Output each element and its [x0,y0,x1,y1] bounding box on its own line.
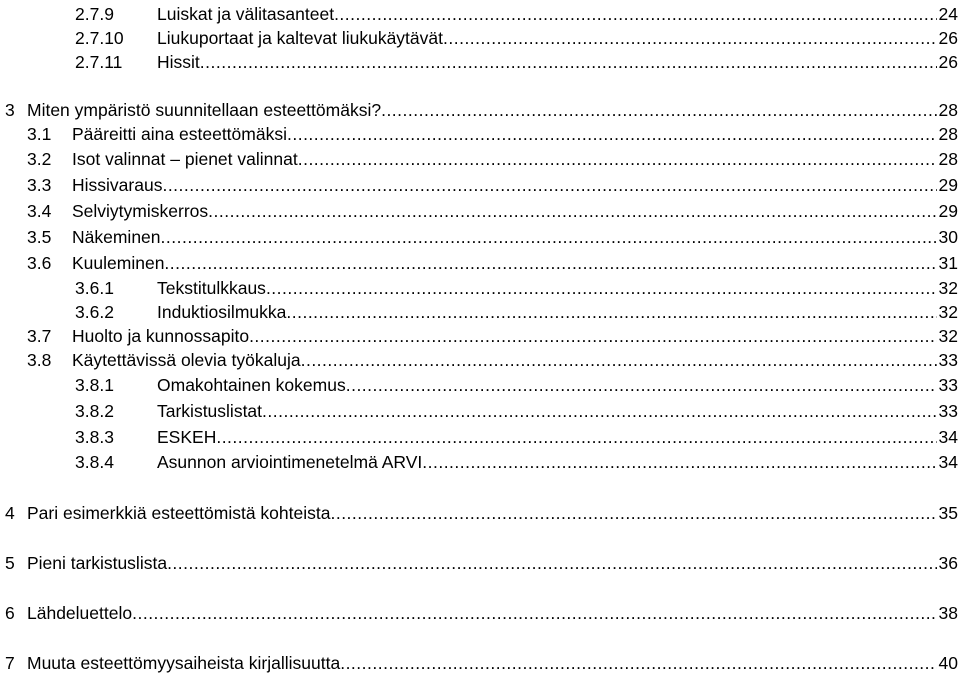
toc-entry-number: 3.6.1 [75,278,114,298]
toc-entry-page: 24 [938,4,958,24]
toc-entry-5[interactable] [0,551,960,575]
toc-entry-title: Näkeminen [72,227,161,247]
toc-entry-number: 3.8 [27,350,52,370]
toc-entry-2-7-9[interactable] [0,2,960,26]
toc-dot-leader [132,601,936,625]
toc-entry-number: 3.6 [27,253,52,273]
toc-entry-page: 28 [938,100,958,120]
toc-dot-leader [340,651,936,675]
toc-entry-number: 5 [5,553,15,573]
toc-dot-leader [334,2,936,26]
toc-entry-number: 3.3 [27,175,52,195]
toc-dot-leader [330,501,936,525]
toc-entry-title: Pari esimerkkiä esteettömistä kohteista [27,503,331,523]
toc-entry-number: 2.7.10 [75,28,124,48]
toc-entry-page: 32 [938,302,958,322]
toc-entry-title: Liukuportaat ja kaltevat liukukäytävät [157,28,443,48]
toc-entry-3-6-1[interactable] [0,276,960,300]
toc-entry-3-8-2[interactable] [0,399,960,423]
toc-entry-number: 3.8.2 [75,401,114,421]
toc-entry-page: 40 [938,653,958,673]
toc-entry-title: Lähdeluettelo [27,603,133,623]
toc-entry-title: Huolto ja kunnossapito [72,326,250,346]
toc-entry-number: 3 [5,100,15,120]
toc-dot-leader [266,276,937,300]
toc-entry-page: 26 [938,28,958,48]
toc-entry-number: 3.8.3 [75,427,114,447]
toc-entry-title: Pieni tarkistuslista [27,553,168,573]
toc-entry-title: Miten ympäristö suunnitellaan esteettömäksi? [27,100,382,120]
toc-entry-3-1[interactable] [0,122,960,146]
toc-entry-title: Asunnon arviointimenetelmä ARVI [157,452,423,472]
toc-entry-title: Kuuleminen [72,253,165,273]
toc-entry-page: 32 [938,326,958,346]
toc-entry-page: 38 [938,603,958,623]
toc-entry-3-8-1[interactable] [0,373,960,397]
toc-entry-title: Pääreitti aina esteettömäksi [72,124,287,144]
toc-dot-leader [287,122,937,146]
toc-entry-page: 33 [938,375,958,395]
toc-dot-leader [249,324,936,348]
toc-entry-page: 29 [938,201,958,221]
toc-dot-leader [422,450,936,474]
toc-entry-number: 3.2 [27,149,52,169]
toc-dot-leader [262,399,937,423]
toc-entry-title: Hissit [157,52,200,72]
toc-entry-6[interactable] [0,601,960,625]
toc-entry-page: 26 [938,52,958,72]
toc-entry-2-7-10[interactable] [0,26,960,50]
toc-entry-number: 3.7 [27,326,52,346]
toc-dot-leader [161,225,937,249]
toc-entry-title: ESKEH [157,427,217,447]
toc-dot-leader [164,251,936,275]
toc-entry-number: 2.7.11 [75,52,123,72]
toc-entry-page: 32 [938,278,958,298]
toc-entry-page: 33 [938,350,958,370]
toc-entry-title: Luiskat ja välitasanteet [157,4,335,24]
toc-entry-number: 6 [5,603,15,623]
toc-entry-title: Selviytymiskerros [72,201,209,221]
toc-entry-page: 34 [938,452,958,472]
toc-dot-leader [208,199,936,223]
toc-entry-3-5[interactable] [0,225,960,249]
toc-entry-number: 3.4 [27,201,52,221]
toc-entry-number: 3.1 [27,124,52,144]
toc-entry-title: Induktiosilmukka [157,302,287,322]
toc-entry-number: 3.5 [27,227,52,247]
toc-entry-number: 3.8.1 [75,375,114,395]
toc-entry-page: 31 [938,253,958,273]
toc-entry-page: 28 [938,149,958,169]
toc-dot-leader [216,425,936,449]
toc-entry-7[interactable] [0,651,960,675]
toc-entry-number: 4 [5,503,15,523]
toc-entry-3-8-3[interactable] [0,425,960,449]
toc-entry-3[interactable] [0,98,960,122]
toc-entry-page: 34 [938,427,958,447]
toc-entry-page: 33 [938,401,958,421]
toc-entry-number: 2.7.9 [75,4,114,24]
toc-entry-3-2[interactable] [0,147,960,171]
toc-entry-page: 36 [938,553,958,573]
toc-entry-3-3[interactable] [0,173,960,197]
toc-dot-leader [301,348,937,372]
toc-entry-title: Hissivaraus [72,175,163,195]
toc-entry-page: 28 [938,124,958,144]
toc-entry-page: 30 [938,227,958,247]
toc-entry-page: 29 [938,175,958,195]
toc-entry-3-6[interactable] [0,251,960,275]
toc-entry-3-6-2[interactable] [0,300,960,324]
toc-dot-leader [443,26,937,50]
toc-dot-leader [286,300,936,324]
toc-entry-4[interactable] [0,501,960,525]
toc-entry-3-4[interactable] [0,199,960,223]
toc-entry-3-8[interactable] [0,348,960,372]
toc-entry-2-7-11[interactable] [0,50,960,74]
toc-entry-page: 35 [938,503,958,523]
toc-entry-number: 3.8.4 [75,452,114,472]
toc-entry-title: Muuta esteettömyysaiheista kirjallisuutta [27,653,341,673]
toc-dot-leader [167,551,936,575]
toc-entry-3-8-4[interactable] [0,450,960,474]
toc-dot-leader [298,147,937,171]
toc-entry-title: Tarkistuslistat [157,401,263,421]
toc-dot-leader [381,98,936,122]
toc-entry-title: Omakohtainen kokemus [157,375,346,395]
toc-dot-leader [162,173,936,197]
toc-entry-3-7[interactable] [0,324,960,348]
toc-entry-number: 3.6.2 [75,302,114,322]
toc-dot-leader [200,50,937,74]
toc-entry-title: Isot valinnat – pienet valinnat [72,149,298,169]
toc-entry-title: Käytettävissä olevia työkaluja [72,350,301,370]
toc-entry-title: Tekstitulkkaus [157,278,266,298]
toc-dot-leader [346,373,937,397]
toc-entry-number: 7 [5,653,15,673]
